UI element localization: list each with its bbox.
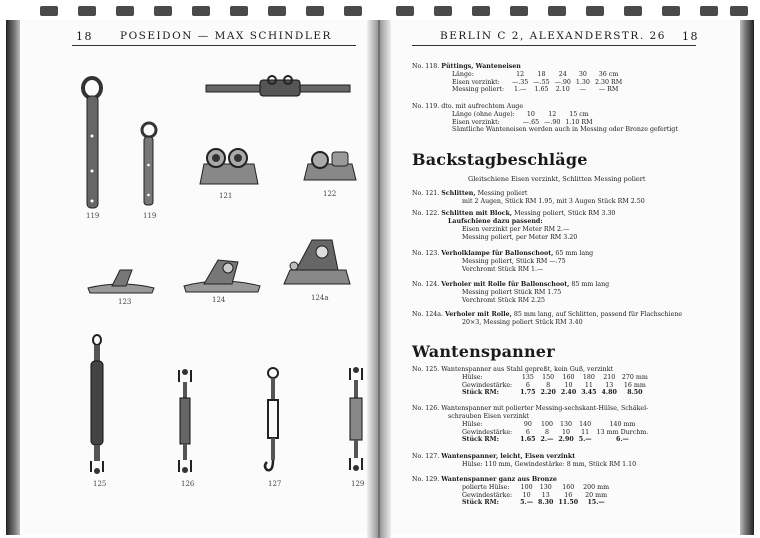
item-122-rail-iron: Eisen verzinkt per Meter RM 2.— [462,226,570,233]
table-row: Stück RM: 5.— 8.30 11.50 15.— [462,499,605,507]
turnbuckle-129-figure [346,366,366,476]
left-page-number: 18 [76,30,93,43]
item-121-name: Schlitten, [441,190,476,197]
item-118 [412,63,712,94]
item-121-number: No. 121. [412,190,440,197]
item-119-note: Sämtliche Wanteneisen werden auch in Messing oder Bronze gefertigt [452,126,678,134]
item-122-rail-brass: Messing poliert, per Meter RM 3.20 [462,234,578,241]
item-124a-desc: 85 mm lang, auf Schlitten, passend für Flachschiene [513,311,683,318]
item-119-table [452,111,598,126]
table-row: Hülse: 90 100 130 140 140 mm [462,421,636,428]
item-119-number: No. 119. [412,103,440,110]
turnbuckle-127-figure [262,366,284,476]
caption-124: 124 [212,296,226,304]
caption-122: 122 [323,190,337,198]
item-124a-name: Verholer mit Rolle, [444,311,512,318]
slider-121-figure [196,144,262,190]
item-122-number: No. 122. [412,210,440,217]
fairlead-124-figure [182,254,262,294]
item-118-table [452,71,627,94]
item-124a-price: 20×3, Messing poliert Stück RM 3.40 [462,319,583,326]
item-123 [412,250,712,274]
item-126-number: No. 126. [412,405,440,412]
item-125 [412,366,712,397]
section-heading-backstag: Backstagbeschläge [412,150,588,169]
caption-124a: 124a [311,294,329,302]
item-124-desc: 85 mm lang [571,281,610,288]
item-123-desc: 65 mm lang [555,250,594,257]
item-127-name: Wantenspanner, leicht, Eisen verzinkt [441,453,576,460]
item-122 [412,210,712,242]
item-124a-number: No. 124a. [412,311,443,318]
item-124-number: No. 124. [412,281,440,288]
item-121-prices: mit 2 Augen, Stück RM 1.95, mit 3 Augen Stück RM 2.50 [462,198,645,205]
table-row: Länge (ohne Auge): 10 12 15 cm [452,111,589,118]
item-129-number: No. 129. [412,476,440,483]
spiral-binding [0,6,760,20]
turnbuckle-126-figure [176,368,194,476]
table-row: Stück RM: 1.65 2.— 2.90 5.— 6.— [462,436,629,444]
item-124 [412,281,712,305]
item-126-name: Wantenspanner mit polierter Messing-sechskant-Hülse, Schäkel- [441,405,649,412]
table-row: Gewindestärke: 6 8 10 11 13 16 mm [462,381,646,389]
item-122-rail: Laufschiene dazu passend: [448,218,543,225]
chainplate-119-eye-figure [138,120,164,210]
table-row: Messing poliert: 1.— 1.65 2.10 — — RM [452,86,619,94]
item-123-name: Verholklampe für Ballonschoot, [441,250,554,257]
right-page-header: BERLIN C 2, ALEXANDERSTR. 26 [440,30,666,42]
item-126 [412,405,712,444]
item-129-table [462,484,614,507]
table-row: polierte Hülse: 100 130 160 200 mm [462,484,610,491]
item-123-brass: Messing poliert, Stück RM —.75 [462,258,566,265]
caption-126: 126 [181,480,195,488]
item-121-desc: Messing poliert [477,190,528,197]
section-heading-wantenspanner: Wantenspanner [412,342,555,361]
left-page-header: POSEIDON — MAX SCHINDLER [120,30,332,42]
item-126-table [462,421,653,444]
book-spine [367,20,391,538]
table-row: Gewindestärke: 10 13 16 20 mm [462,491,608,499]
cleat-123-figure [86,266,156,296]
table-row: Stück RM: 1.75 2.20 2.40 3.45 4.80 8.50 [462,389,643,397]
caption-127: 127 [268,480,282,488]
item-129 [412,476,712,507]
caption-125: 125 [93,480,107,488]
caption-119b: 119 [143,212,157,220]
section-backstag-subtitle: Gleitschiene Eisen verzinkt, Schlitten Messing poliert [468,175,646,183]
table-row: Hülse: 135 150 160 180 210 270 mm [462,374,648,381]
caption-123: 123 [118,298,132,306]
item-124-chrome: Verchromt Stück RM 2.25 [462,297,546,304]
item-123-chrome: Verchromt Stück RM 1.— [462,266,544,273]
left-page-edge [6,20,20,535]
right-page-edge [740,20,754,535]
item-125-table [462,374,653,397]
item-126-name-cont: schrauben Eisen verzinkt [448,413,530,420]
item-121 [412,190,712,206]
table-row: Eisen verzinkt: —.35 —.55 —.90 1.30 2.30 RM [452,78,623,86]
item-129-name: Wantenspanner ganz aus Bronze [441,476,557,483]
right-header-rule [412,45,696,46]
item-127-desc: Hülse: 110 mm, Gewindestärke: 8 mm, Stück RM 1.10 [462,461,637,468]
item-127 [412,453,712,469]
caption-121: 121 [219,192,233,200]
item-124-name: Verholer mit Rolle für Ballonschoot, [441,281,570,288]
item-119 [412,103,712,134]
item-122-name: Schlitten mit Block, [441,210,513,217]
item-124-brass: Messing poliert Stück RM 1.75 [462,289,562,296]
table-row: Länge: 12 18 24 30 36 cm [452,71,619,78]
table-row: Eisen verzinkt: —.65 —.90 1.10 RM [452,118,593,126]
table-row: Gewindestärke: 6 8 10 11 13 mm Durchm. [462,428,649,436]
item-119-name: dto. mit aufrechtem Auge [441,103,524,110]
item-125-number: No. 125. [412,366,440,373]
track-slider-figure [204,74,354,100]
chainplate-119-figure [78,76,108,216]
caption-129: 129 [351,480,365,488]
item-122-desc: Messing poliert, Stück RM 3.30 [514,210,616,217]
right-page-number: 18 [682,30,699,43]
item-124a [412,311,712,327]
turnbuckle-125-figure [86,334,108,476]
caption-119a: 119 [86,212,100,220]
left-header-rule [72,45,356,46]
slider-122-figure [302,148,358,184]
item-127-number: No. 127. [412,453,440,460]
item-118-name: Püttings, Wanteneisen [441,63,521,70]
item-118-number: No. 118. [412,63,440,70]
item-125-name: Wantenspanner aus Stahl gepreßt, kein Guß, verzinkt [441,366,614,373]
item-123-number: No. 123. [412,250,440,257]
fairlead-124a-figure [282,236,352,292]
